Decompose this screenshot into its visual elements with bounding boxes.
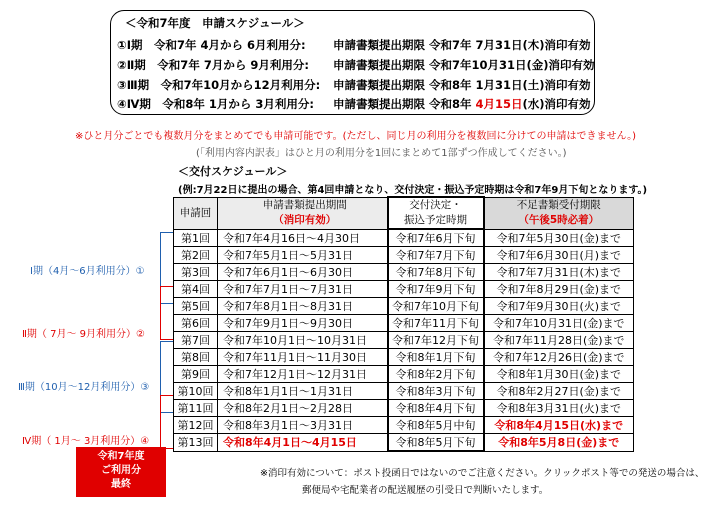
period-label-1: Ⅰ期（4月～6月利用分）① <box>30 266 145 277</box>
cell-deadline: 令和8年5月8日(金)まで <box>484 434 634 452</box>
cell-round: 第5回 <box>174 298 218 315</box>
table-row <box>174 298 634 315</box>
table-row <box>174 332 634 349</box>
cell-period: 令和7年11月1日～11月30日 <box>218 349 388 366</box>
cell-payment: 令和8年5月中旬 <box>388 417 484 434</box>
final-round-badge: 令和7年度 ご利用分 最終 <box>76 447 166 497</box>
cell-deadline: 令和8年2月27日(金)まで <box>484 383 634 400</box>
table-row <box>174 229 634 247</box>
period-label-3: Ⅲ期（10月～12月利用分）③ <box>18 382 150 393</box>
period-line-1: ①Ⅰ期 令和7年 4月から 6月利用分: 申請書類提出期限 令和7年 7月31日(木)消印有効 <box>117 38 591 52</box>
delivery-schedule-table <box>173 196 634 452</box>
cell-period: 令和8年2月1日～2月28日 <box>218 400 388 417</box>
cell-period: 令和8年4月1日～4月15日 <box>218 434 388 452</box>
schedule-title: ＜令和7年度 申請スケジュール＞ <box>125 16 305 30</box>
header-payment: 交付決定・ 振込予定時期 <box>388 197 484 229</box>
cell-payment: 令和7年8月下旬 <box>388 264 484 281</box>
cell-payment: 令和8年4月下旬 <box>388 400 484 417</box>
cell-round: 第6回 <box>174 315 218 332</box>
cell-payment: 令和7年12月下旬 <box>388 332 484 349</box>
cell-payment: 令和7年6月下旬 <box>388 229 484 247</box>
table-row <box>174 247 634 264</box>
cell-deadline: 令和7年12月26日(金)まで <box>484 349 634 366</box>
period-line-4: ④Ⅳ期 令和8年 1月から 3月利用分: 申請書類提出期限 令和8年 4月15日(水)消印有効 <box>117 97 591 111</box>
cell-payment: 令和8年5月下旬 <box>388 434 484 452</box>
cell-period: 令和7年7月1日～7月31日 <box>218 281 388 298</box>
cell-period: 令和7年5月1日～5月31日 <box>218 247 388 264</box>
application-schedule-box <box>110 10 595 115</box>
table-row <box>174 264 634 281</box>
cell-round: 第10回 <box>174 383 218 400</box>
period-line-3: ③Ⅲ期 令和7年10月から12月利用分: 申請書類提出期限 令和8年 1月31日(土)消印有効 <box>117 78 591 92</box>
bracket-period-2 <box>160 286 173 340</box>
note-breakdown-sheet: (「利用内容内訳表」はひと月の利用分を1回にまとめて1部ずつ作成してください。) <box>196 148 567 159</box>
cell-round: 第1回 <box>174 229 218 247</box>
cell-period: 令和7年4月16日～4月30日 <box>218 229 388 247</box>
cell-period: 令和7年8月1日～8月31日 <box>218 298 388 315</box>
table-row <box>174 349 634 366</box>
footnote-line-2: 郵便局や宅配業者の配送履歴の引受日で判断いたします。 <box>302 485 549 496</box>
period-line-2: ②Ⅱ期 令和7年 7月から 9月利用分: 申請書類提出期限 令和7年10月31日(金)消印有効 <box>117 58 595 72</box>
delivery-schedule-title: ＜交付スケジュール＞ <box>178 165 288 178</box>
table-header-row <box>174 197 634 229</box>
cell-round: 第8回 <box>174 349 218 366</box>
cell-period: 令和7年10月1日～10月31日 <box>218 332 388 349</box>
cell-round: 第2回 <box>174 247 218 264</box>
cell-period: 令和7年9月1日～9月30日 <box>218 315 388 332</box>
table-row <box>174 400 634 417</box>
header-period: 申請書類提出期間 （消印有効） <box>218 197 388 229</box>
cell-payment: 令和7年11月下旬 <box>388 315 484 332</box>
cell-round: 第9回 <box>174 366 218 383</box>
cell-deadline: 令和8年4月15日(水)まで <box>484 417 634 434</box>
cell-deadline: 令和7年9月30日(火)まで <box>484 298 634 315</box>
cell-round: 第12回 <box>174 417 218 434</box>
cell-deadline: 令和7年10月31日(金)まで <box>484 315 634 332</box>
delivery-example: (例:7月22日に提出の場合、第4回申請となり、交付決定・振込予定時期は令和7年9月下旬となります。) <box>178 185 648 196</box>
cell-round: 第11回 <box>174 400 218 417</box>
cell-period: 令和7年12月1日～12月31日 <box>218 366 388 383</box>
cell-deadline: 令和7年11月28日(金)まで <box>484 332 634 349</box>
header-round: 申請回 <box>174 197 218 229</box>
cell-payment: 令和7年10月下旬 <box>388 298 484 315</box>
cell-payment: 令和8年2月下旬 <box>388 366 484 383</box>
cell-deadline: 令和8年1月30日(金)まで <box>484 366 634 383</box>
cell-period: 令和8年1月1日～1月31日 <box>218 383 388 400</box>
table-row <box>174 383 634 400</box>
cell-payment: 令和8年3月下旬 <box>388 383 484 400</box>
cell-deadline: 令和7年8月29日(金)まで <box>484 281 634 298</box>
cell-round: 第3回 <box>174 264 218 281</box>
table-row <box>174 417 634 434</box>
cell-period: 令和8年3月1日～3月31日 <box>218 417 388 434</box>
cell-round: 第4回 <box>174 281 218 298</box>
cell-period: 令和7年6月1日～6月30日 <box>218 264 388 281</box>
table-row <box>174 281 634 298</box>
table-row <box>174 315 634 332</box>
footnote-line-1: ※消印有効について：ポスト投函日ではないのでご注意ください。クリックポスト等での発送の場合は、 <box>260 468 705 479</box>
bracket-period-4 <box>160 395 173 449</box>
cell-payment: 令和7年7月下旬 <box>388 247 484 264</box>
cell-deadline: 令和7年6月30日(月)まで <box>484 247 634 264</box>
cell-round: 第7回 <box>174 332 218 349</box>
cell-deadline: 令和8年3月31日(火)まで <box>484 400 634 417</box>
table-row <box>174 434 634 452</box>
period-label-2: Ⅱ期（ 7月～ 9月利用分）② <box>22 329 145 340</box>
cell-deadline: 令和7年5月30日(金)まで <box>484 229 634 247</box>
cell-payment: 令和7年9月下旬 <box>388 281 484 298</box>
cell-payment: 令和8年1月下旬 <box>388 349 484 366</box>
note-multi-month: ※ひと月分ごとでも複数月分をまとめてでも申請可能です。(ただし、同じ月の利用分を複数回に分けての申請はできません。) <box>75 131 636 142</box>
table-row <box>174 366 634 383</box>
cell-deadline: 令和7年7月31日(木)まで <box>484 264 634 281</box>
header-deadline: 不足書類受付期限 （午後5時必着） <box>484 197 634 229</box>
cell-round: 第13回 <box>174 434 218 452</box>
period-label-4: Ⅳ期（ 1月～ 3月利用分）④ <box>22 436 150 447</box>
